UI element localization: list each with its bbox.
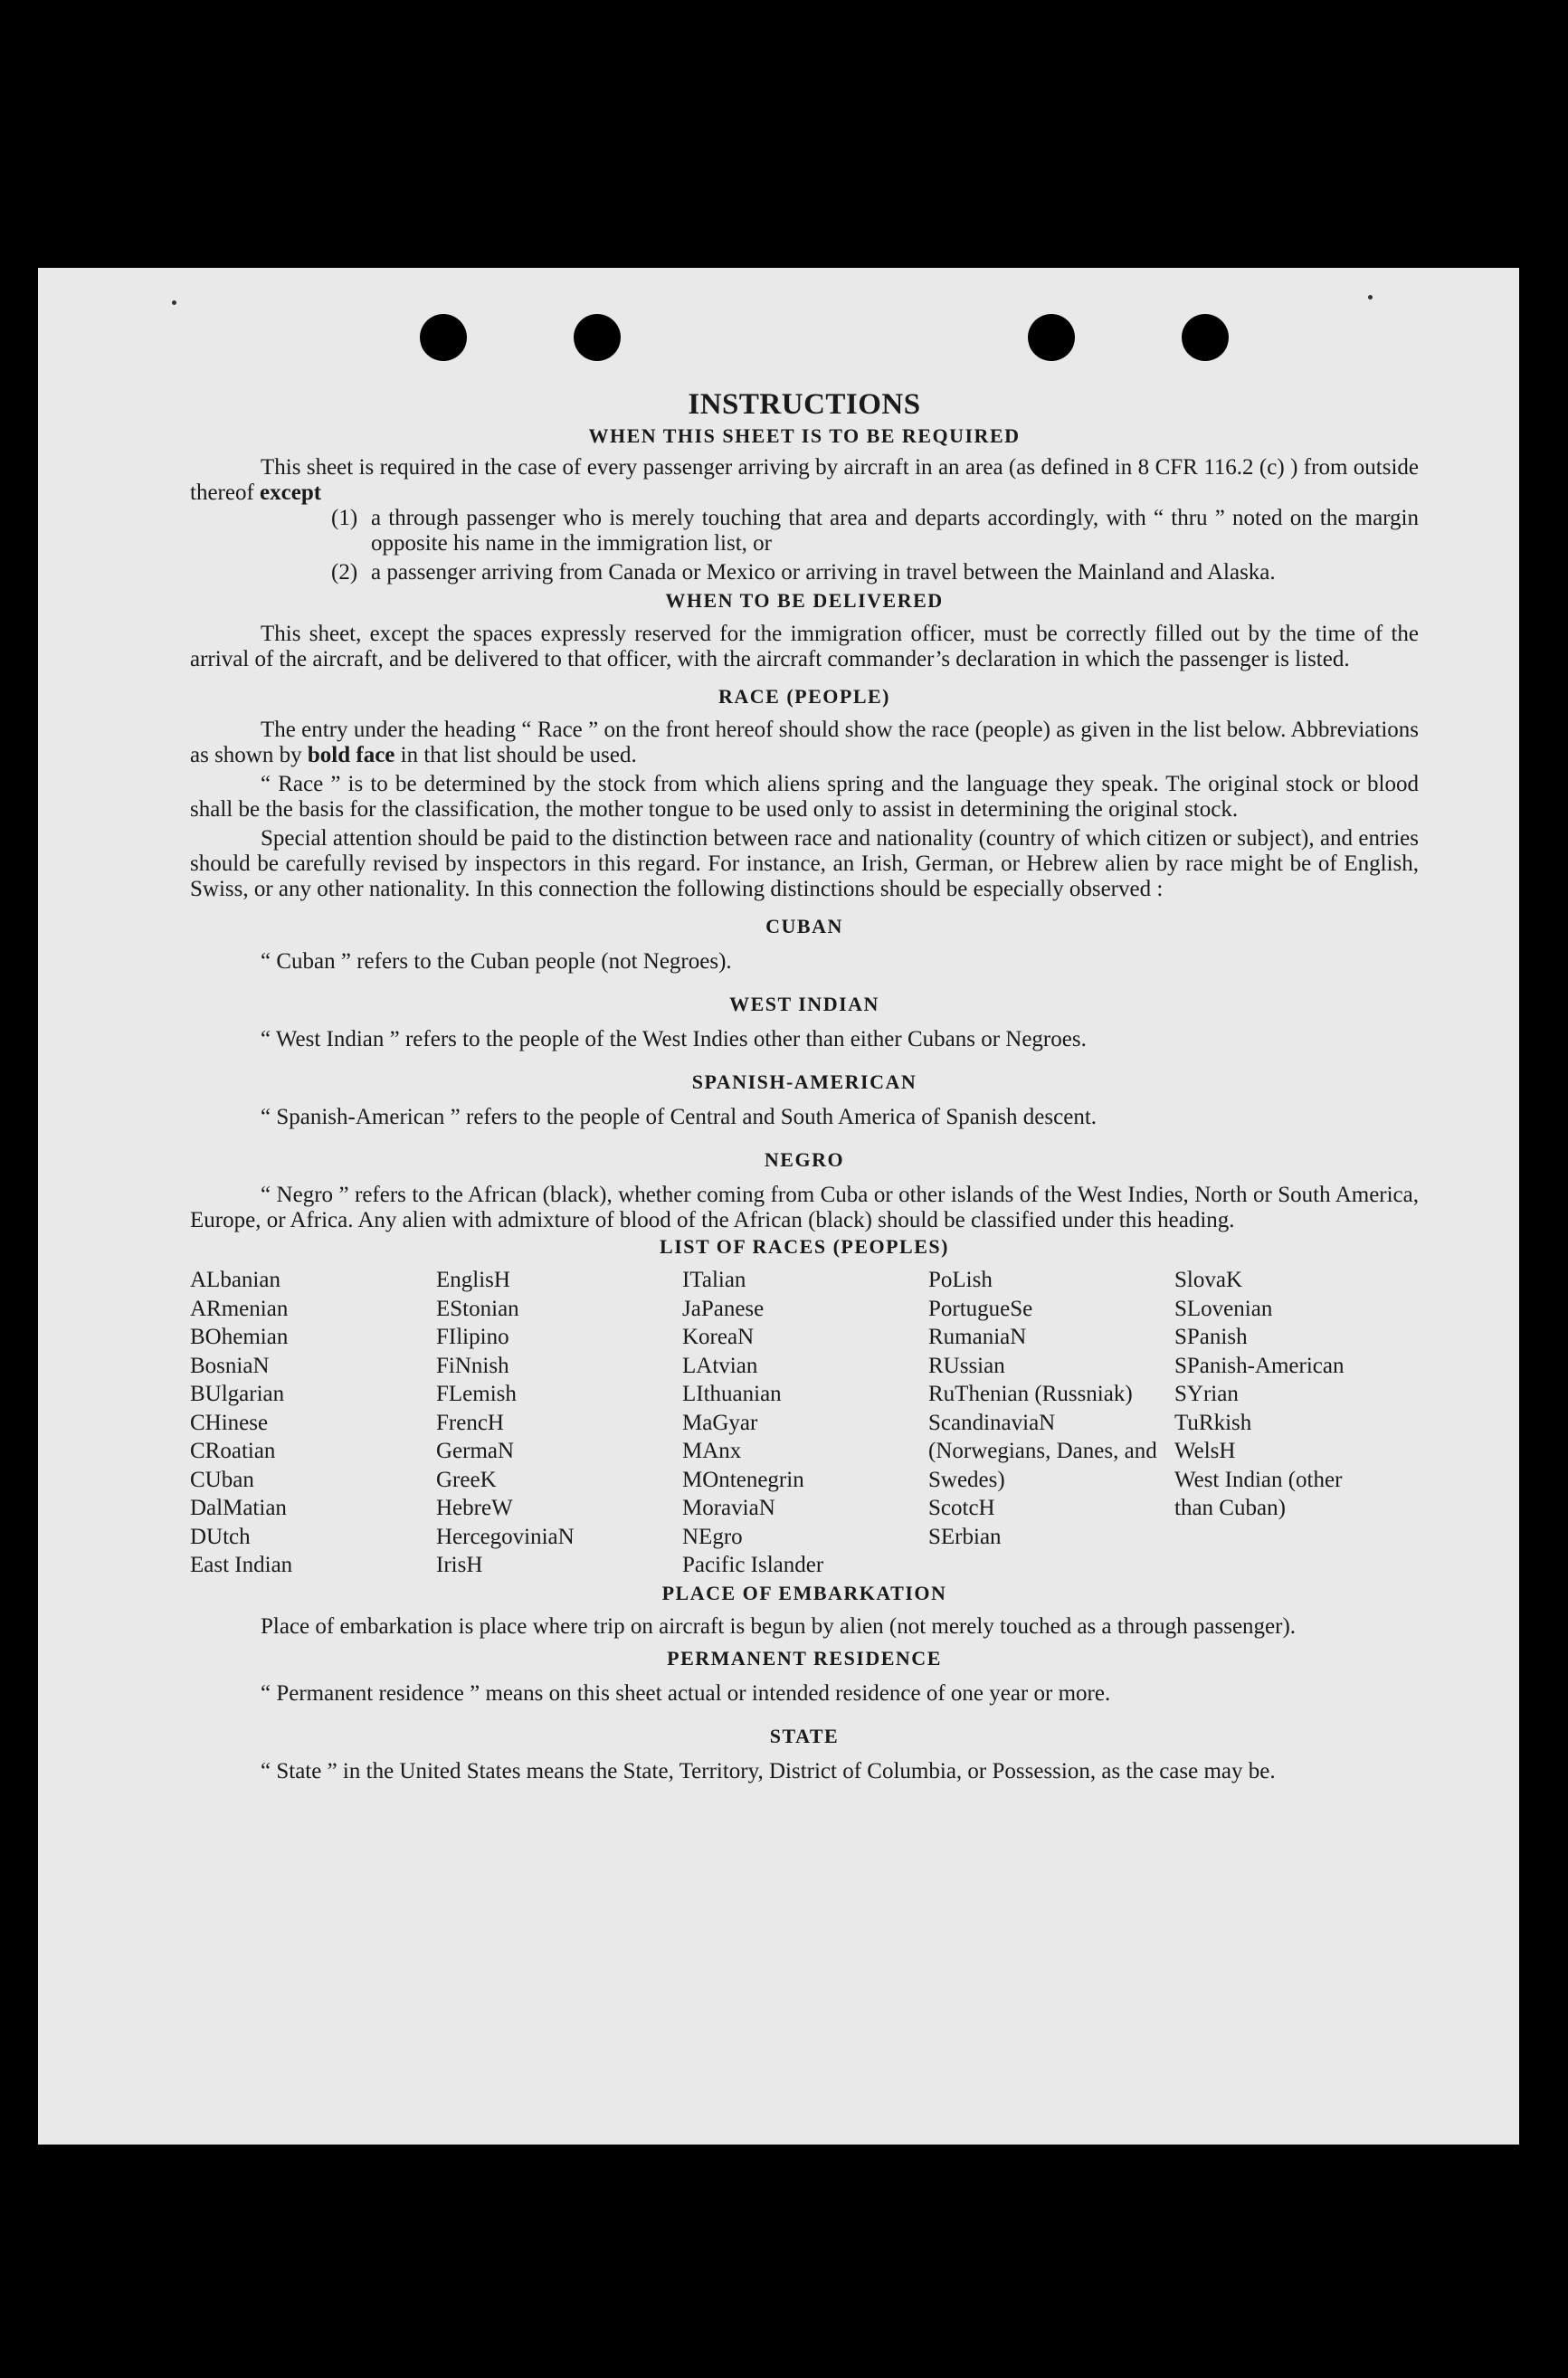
race-item: GreeK — [436, 1467, 497, 1492]
required-intro — [190, 455, 1419, 506]
required-intro-except: except — [260, 480, 322, 505]
race-column-1 — [190, 1266, 436, 1580]
race-item: WelsH — [1174, 1439, 1236, 1463]
race-p1-bold: bold face — [307, 743, 395, 767]
race-p1-after: in that list should be used. — [394, 743, 637, 767]
race-item: ScotcH — [928, 1496, 995, 1520]
race-item: BosniaN — [190, 1353, 270, 1378]
race-item: DUtch — [190, 1524, 251, 1549]
race-item: EStonian — [436, 1296, 519, 1321]
heading-list-of-races: LIST OF RACES (PEOPLES) — [660, 1235, 949, 1258]
race-item: SPanish — [1174, 1325, 1248, 1349]
exception-item-2 — [331, 560, 1419, 585]
race-column-4 — [928, 1266, 1174, 1580]
race-item: CHinese — [190, 1410, 269, 1435]
race-item: BOhemian — [190, 1325, 289, 1349]
heading-spanish-american: SPANISH-AMERICAN — [691, 1070, 917, 1093]
item-number: (2) — [331, 560, 358, 585]
heading-negro: NEGRO — [764, 1148, 845, 1171]
delivered-text: This sheet, except the spaces expressly reserved for the immigration officer, must be correctly filled out by the time of the arrival of the aircraft, and be delivered to that officer, with the aircraft commander’s declaration in which the passenger is listed. — [190, 622, 1419, 671]
heading-embarkation: PLACE OF EMBARKATION — [661, 1581, 947, 1604]
speck — [1368, 295, 1373, 300]
race-item: FiNnish — [436, 1353, 509, 1378]
heading-race: RACE (PEOPLE) — [718, 685, 890, 708]
race-item: ScandinaviaN (Norwegians, Danes, and Swedes) — [928, 1410, 1157, 1492]
heading-required: WHEN THIS SHEET IS TO BE REQUIRED — [588, 424, 1021, 447]
cuban-text: “ Cuban ” refers to the Cuban people (not Negroes). — [261, 949, 732, 974]
race-item: EnglisH — [436, 1268, 510, 1292]
instructions-content — [190, 388, 1419, 1784]
race-item: RuThenian (Russniak) — [928, 1382, 1133, 1406]
race-item: FrencH — [436, 1410, 504, 1435]
race-item: KoreaN — [682, 1325, 755, 1349]
race-item: PoLish — [928, 1268, 993, 1292]
race-column-2 — [436, 1266, 682, 1580]
required-intro-text: This sheet is required in the case of every passenger arriving by aircraft in an area (as defined in 8 CFR 116.2 (c) ) from outside thereof — [190, 455, 1419, 505]
punch-hole-4 — [1182, 314, 1229, 361]
state-text: “ State ” in the United States means the State, Territory, District of Columbia, or Possession, as the case may be. — [261, 1758, 1276, 1784]
race-item: BUlgarian — [190, 1382, 285, 1406]
heading-state: STATE — [769, 1724, 840, 1747]
race-item: GermaN — [436, 1439, 515, 1463]
race-item: DalMatian — [190, 1496, 287, 1520]
race-item: JaPanese — [682, 1296, 765, 1321]
item-number: (1) — [331, 506, 358, 530]
race-item: MOntenegrin — [682, 1467, 804, 1492]
race-item: LAtvian — [682, 1353, 758, 1378]
race-item: West Indian (other than Cuban) — [1174, 1467, 1343, 1520]
race-item: SPanish-American — [1174, 1353, 1345, 1378]
item-text: a through passenger who is merely touching that area and departs accordingly, with “ thru ” noted on the margin opposite his name in the immigration list, or — [371, 506, 1419, 556]
race-item: RUssian — [928, 1353, 1005, 1378]
punch-hole-3 — [1028, 314, 1075, 361]
race-p1-text: The entry under the heading “ Race ” on the front hereof should show the race (people) as given in the list below. Abbreviations as shown by — [190, 718, 1419, 767]
race-item: MoraviaN — [682, 1496, 775, 1520]
race-item: MAnx — [682, 1439, 742, 1463]
heading-west-indian: WEST INDIAN — [729, 993, 879, 1015]
race-item: MaGyar — [682, 1410, 758, 1435]
document-page — [38, 268, 1519, 2145]
punch-hole-2 — [574, 314, 621, 361]
race-item: HercegoviniaN — [436, 1524, 575, 1549]
race-item: SErbian — [928, 1524, 1002, 1549]
race-item: TuRkish — [1174, 1410, 1252, 1435]
race-item: CRoatian — [190, 1439, 276, 1463]
race-item: CUban — [190, 1467, 254, 1492]
heading-residence: PERMANENT RESIDENCE — [667, 1646, 942, 1669]
race-item: ARmenian — [190, 1296, 289, 1321]
heading-cuban: CUBAN — [765, 915, 843, 937]
race-item: FLemish — [436, 1382, 517, 1406]
race-item: FIlipino — [436, 1325, 509, 1349]
race-item: ITalian — [682, 1268, 746, 1292]
heading-delivered: WHEN TO BE DELIVERED — [665, 589, 944, 612]
residence-text: “ Permanent residence ” means on this sheet actual or intended residence of one year or more. — [261, 1680, 1111, 1706]
spanish-american-text: “ Spanish-American ” refers to the people of Central and South America of Spanish descent. — [261, 1105, 1098, 1129]
race-item: RumaniaN — [928, 1325, 1027, 1349]
race-paragraph-3: Special attention should be paid to the distinction between race and nationality (country of which citizen or subject), and entries should be carefully revised by inspectors in this regard. For instance, an Irish, German, or Hebrew alien by race might be of English, Swiss, or any other nationality. In this connection the following distinctions should be especially observed : — [190, 826, 1419, 901]
race-item: LIthuanian — [682, 1382, 782, 1406]
race-list — [190, 1266, 1419, 1580]
race-column-5 — [1174, 1266, 1421, 1580]
speck — [172, 300, 176, 305]
race-item: SYrian — [1174, 1382, 1239, 1406]
race-item: SlovaK — [1174, 1268, 1242, 1292]
race-item: NEgro — [682, 1524, 743, 1549]
exception-item-1 — [331, 506, 1419, 556]
race-item: IrisH — [436, 1553, 483, 1577]
race-paragraph-1 — [190, 718, 1419, 768]
negro-text: “ Negro ” refers to the African (black), whether coming from Cuba or other islands of the West Indies, North or South America, Europe, or Africa. Any alien with admixture of blood of the African (black) should be classified under this heading. — [190, 1183, 1419, 1232]
embarkation-text: Place of embarkation is place where trip on aircraft is begun by alien (not merely touched as a through passenger). — [261, 1613, 1297, 1639]
race-item: PortugueSe — [928, 1296, 1033, 1321]
west-indian-text: “ West Indian ” refers to the people of the West Indies other than either Cubans or Negroes. — [261, 1027, 1087, 1051]
race-item: East Indian — [190, 1553, 293, 1577]
item-text: a passenger arriving from Canada or Mexico or arriving in travel between the Mainland and Alaska. — [371, 560, 1276, 585]
race-item: Pacific Islander — [682, 1553, 824, 1577]
race-item: HebreW — [436, 1496, 513, 1520]
race-column-3 — [682, 1266, 928, 1580]
race-item: SLovenian — [1174, 1296, 1273, 1321]
punch-hole-1 — [420, 314, 467, 361]
page-title: INSTRUCTIONS — [688, 388, 921, 421]
race-item: ALbanian — [190, 1268, 280, 1292]
race-paragraph-2: “ Race ” is to be determined by the stock from which aliens spring and the language they speak. The original stock or blood shall be the basis for the classification, the mother tongue to be used only to assist in determining the original stock. — [190, 772, 1419, 822]
